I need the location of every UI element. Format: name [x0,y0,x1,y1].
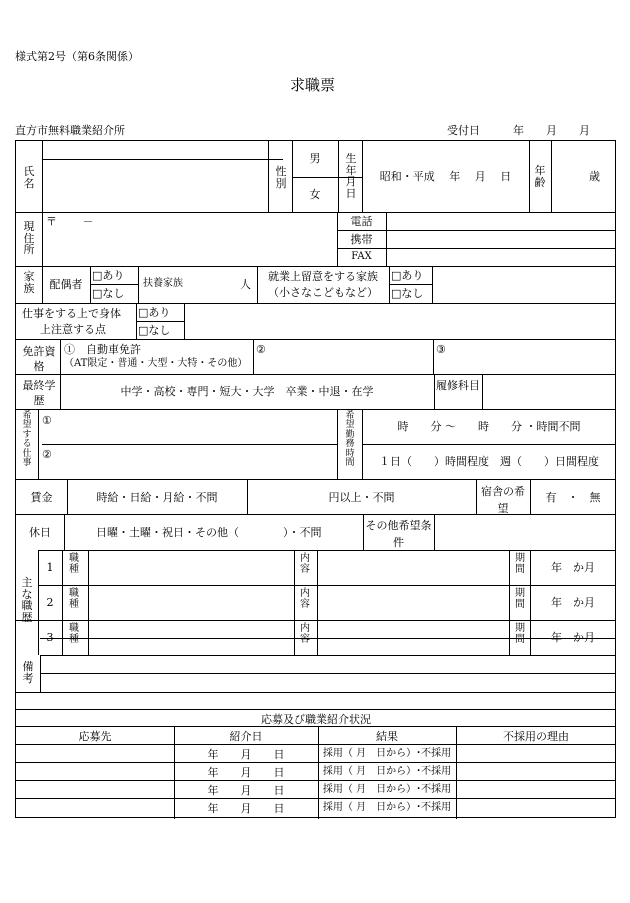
history-content-label: 内 容 [300,588,310,610]
desired-job-label: 希 望 す る 仕 事 [22,411,32,469]
dorm-label: 宿舎の希望 [481,485,525,515]
history-duration[interactable]: 年 か月 [551,596,595,609]
referral-result[interactable]: 採用（ 月 日から）･不採用 [322,784,452,795]
course-label: 履修科目 [436,379,480,392]
referral-date[interactable]: 年 月 日 [207,784,285,797]
referral-result[interactable]: 採用（ 月 日から）･不採用 [322,748,452,759]
history-occupation-label: 職 種 [69,553,79,575]
referral-date[interactable]: 年 月 日 [207,802,285,815]
license-1-types[interactable]: （AT限定・普通・大型・大特・その他） [64,358,248,369]
referral-col-applicant: 応募先 [78,730,112,743]
sex-label: 性 別 [275,165,287,190]
spouse-yes-checkbox[interactable]: □あり [92,269,125,282]
holiday-label: 休日 [29,526,51,539]
dependents-unit: 人 [240,278,251,291]
dorm-value[interactable]: 有 ・ 無 [545,491,601,504]
age-unit: 歳 [589,170,600,183]
spouse-label: 配偶者 [49,278,83,291]
history-duration[interactable]: 年 か月 [551,561,595,574]
license-3[interactable]: ③ [436,343,446,356]
family-care-no-checkbox[interactable]: □なし [391,287,424,300]
referral-result[interactable]: 採用（ 月 日から）･不採用 [322,802,452,813]
address-label: 現 住 所 [23,220,35,257]
license-1[interactable]: ① 自動車免許 [64,343,141,356]
job-application-form [15,140,616,818]
history-row-number: 2 [46,596,54,609]
family-label: 家 族 [23,270,35,295]
license-2[interactable]: ② [256,343,266,356]
history-row-number: 1 [46,561,54,574]
history-period-label: 期 間 [515,588,525,610]
referral-col-date: 紹介日 [229,730,263,743]
other-conditions-label: その他希望条件 [365,519,432,549]
family-care-yes-checkbox[interactable]: □あり [391,269,424,282]
education-label: 最終学歴 [22,379,56,408]
referral-date[interactable]: 年 月 日 [207,748,285,761]
birth-value[interactable]: 昭和・平成 年 月 日 [379,170,512,183]
family-care-label: 就業上留意をする家族 [268,270,378,283]
postal-code-field[interactable]: 〒 － [46,215,94,228]
work-days[interactable]: １日（ ）時間程度 週（ ）日間程度 [379,455,599,468]
name-label: 氏 名 [23,165,35,190]
wage-label: 賃金 [30,491,53,504]
work-history-label: 主 な 職 歴 [21,576,33,624]
office-name: 直方市無料職業紹介所 [15,124,125,137]
mobile-label: 携帯 [350,233,373,246]
form-number: 様式第2号（第6条関係） [15,50,139,63]
phone-label: 電話 [350,215,373,228]
referral-result[interactable]: 採用（ 月 日から）･不採用 [322,766,452,777]
license-label: 免許資格 [22,345,56,374]
holiday-options[interactable]: 日曜・土曜・祝日・その他（ ）・不問 [96,526,322,539]
physical-yes-checkbox[interactable]: □あり [138,306,171,319]
wage-amount[interactable]: 円以上・不問 [328,491,395,504]
name-field[interactable] [46,163,264,208]
family-care-sub: （小さなこどもなど） [268,286,378,299]
work-hours-range[interactable]: 時 分 〜 時 分 ・時間不問 [397,420,581,433]
physical-label: 仕事をする上で身体 [22,307,121,320]
wage-types[interactable]: 時給・日給・月給・不問 [96,491,218,504]
work-hours-label: 希 望 勤 務 時 間 [345,411,355,469]
history-content-label: 内 容 [300,623,310,645]
sex-male-option[interactable]: 男 [309,152,321,165]
dependents-label: 扶養家族 [143,278,183,289]
referral-date[interactable]: 年 月 日 [207,766,285,779]
history-duration[interactable]: 年 か月 [551,631,595,644]
referral-title: 応募及び職業紹介状況 [261,713,371,726]
remarks-label: 備 考 [22,660,34,685]
history-occupation-label: 職 種 [69,623,79,645]
received-date[interactable]: 受付日 年 月 月 [447,124,590,137]
history-period-label: 期 間 [515,553,525,575]
referral-col-result: 結果 [376,730,398,743]
birth-label: 生 年 月 日 [345,152,357,200]
history-period-label: 期 間 [515,623,525,645]
education-options[interactable]: 中学・高校・専門・短大・大学 卒業・中退・在学 [120,385,374,398]
fax-label: FAX [351,251,372,262]
desired-job-2[interactable]: ② [42,448,52,461]
history-content-label: 内 容 [300,553,310,575]
form-title: 求職票 [290,76,336,94]
referral-col-reason: 不採用の理由 [503,730,569,743]
sex-female-option[interactable]: 女 [309,188,321,201]
physical-no-checkbox[interactable]: □なし [138,324,171,337]
history-row-number: 3 [46,631,54,644]
age-label: 年 齢 [534,164,546,189]
physical-label-2: 上注意する点 [40,323,106,336]
history-occupation-label: 職 種 [69,588,79,610]
desired-job-1[interactable]: ① [42,414,52,427]
spouse-no-checkbox[interactable]: □なし [92,287,125,300]
